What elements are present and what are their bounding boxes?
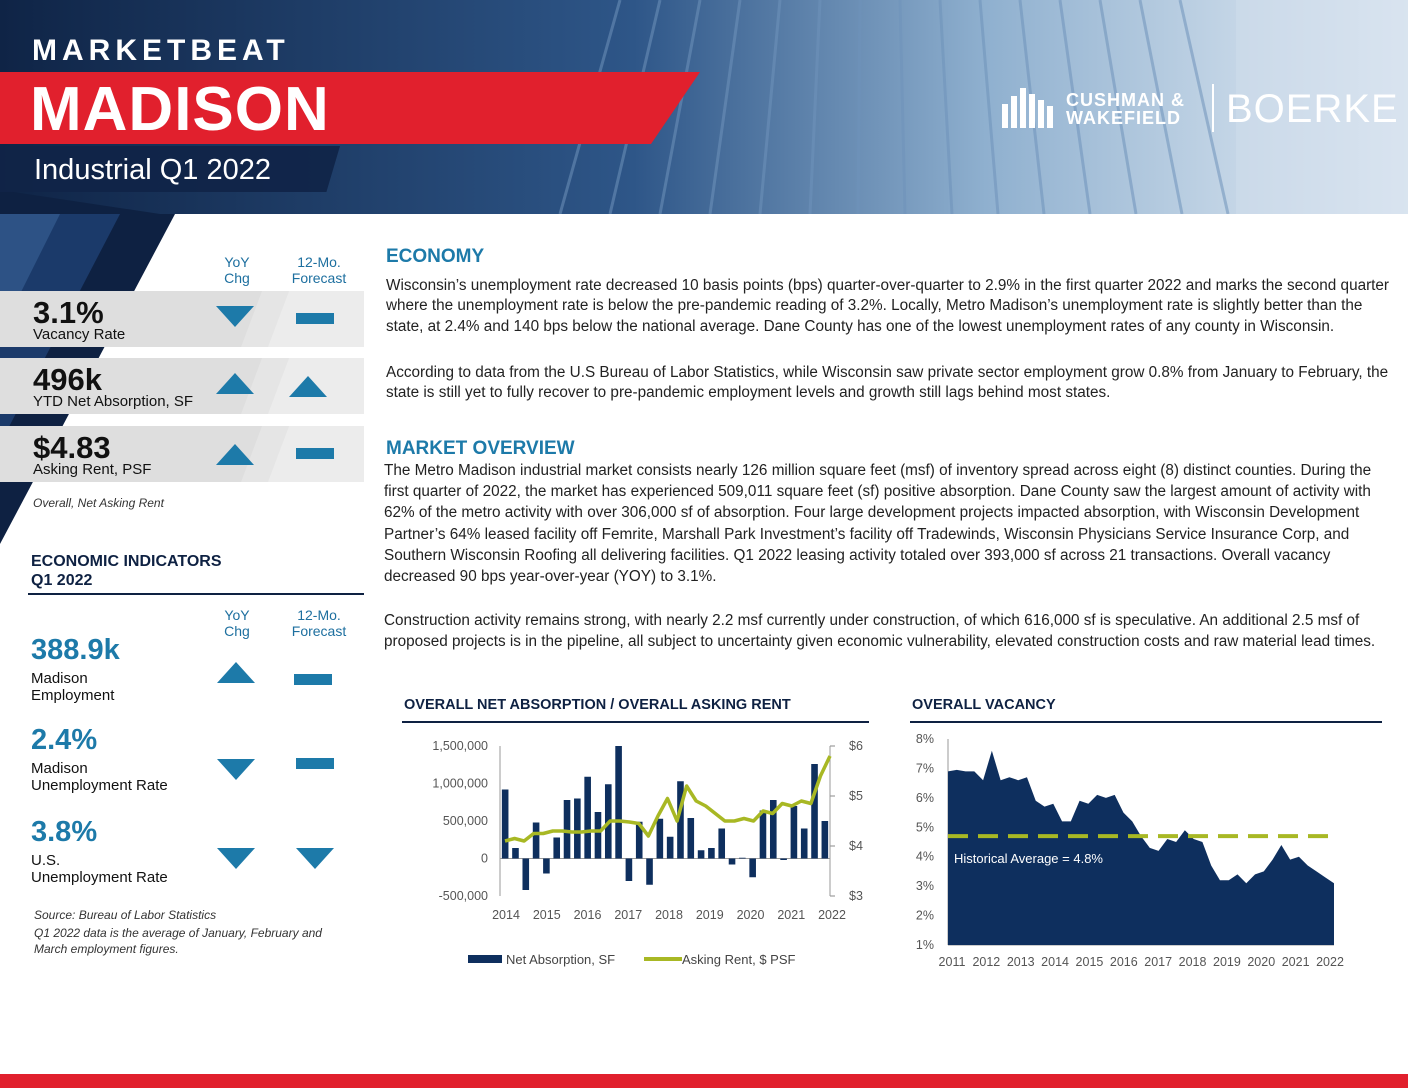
kpi-label: Asking Rent, PSF <box>33 461 152 478</box>
y-tick-label: -500,000 <box>438 889 488 903</box>
bar <box>564 800 571 859</box>
chart-vacancy-title: OVERALL VACANCY <box>912 697 1056 713</box>
y-tick-label: 2% <box>915 908 934 923</box>
trend-up-icon <box>217 662 255 683</box>
x-tick-label: 2012 <box>972 955 1001 969</box>
kpi-value: 3.1% <box>33 295 104 330</box>
page-title: MADISON <box>30 75 330 144</box>
economy-paragraph-1: Wisconsin’s unemployment rate decreased 10 basis points (bps) quarter-over-quarter to 2.9% in the first quarter 2022 and marks the second quarter where the unemployment rate is below the pre-pandemic reading of 3.2%. Locally, Metro Madison’s unemployment rate is slightly better than the state, at 2.4% and 140 bps below the national average. Dane County has one of the lowest unemployment rates of any county in Wisconsin. <box>386 277 1390 335</box>
y2-tick-label: $4 <box>849 839 863 853</box>
trend-flat-icon <box>294 674 332 685</box>
y-tick-label: 0 <box>481 851 488 866</box>
x-tick-label: 2022 <box>818 908 846 922</box>
bar <box>657 819 664 859</box>
bar <box>667 837 674 859</box>
kpi-vacancy <box>0 291 364 347</box>
legend-label-absorption: Net Absorption, SF <box>506 952 616 967</box>
chart-vacancy-rule <box>910 721 1382 723</box>
bar <box>708 848 715 859</box>
chart-absorption-title: OVERALL NET ABSORPTION / OVERALL ASKING RENT <box>404 697 791 713</box>
x-tick-label: 2015 <box>1075 955 1104 969</box>
series-line <box>505 756 830 841</box>
footer-red-bar <box>0 1074 1408 1088</box>
x-tick-label: 2014 <box>492 908 520 922</box>
market-paragraph-2: Construction activity remains strong, with nearly 2.2 msf currently under construction, of which 616,000 sf is speculative. An additional 2.5 msf of proposed projects is in the pipeline, all subject to uncertainty given economic vulnerability, elevated construction costs and raw material lead times. <box>384 612 1376 651</box>
trend-flat-icon <box>296 758 334 769</box>
bar <box>553 838 560 859</box>
kpi-value: 496k <box>33 362 102 397</box>
y2-tick-label: $3 <box>849 889 863 903</box>
y-tick-label: 1,000,000 <box>432 776 488 791</box>
kpi-note: Overall, Net Asking Rent <box>33 496 164 510</box>
chart-vacancy <box>900 726 1370 976</box>
y-tick-label: 1,500,000 <box>432 739 488 753</box>
bar <box>584 777 591 859</box>
kpi-label: Vacancy Rate <box>33 326 126 343</box>
logo-divider <box>1212 84 1214 132</box>
trend-up-icon <box>216 444 254 465</box>
bar <box>512 848 519 859</box>
x-tick-label: 2011 <box>938 955 966 969</box>
x-tick-label: 2022 <box>1316 955 1344 969</box>
bar <box>760 811 767 859</box>
logo-cushman-wakefield: CUSHMAN & WAKEFIELD <box>1066 90 1185 128</box>
kpi-label: YTD Net Absorption, SF <box>33 393 194 410</box>
bar <box>574 799 581 859</box>
x-tick-label: 2021 <box>777 908 806 922</box>
brand-line: MARKETBEAT <box>32 34 290 67</box>
bar <box>749 859 756 878</box>
y-tick-label: 4% <box>915 849 934 864</box>
bar <box>811 764 818 859</box>
vacancy-area <box>948 751 1334 945</box>
trend-down-icon <box>296 848 334 869</box>
bar <box>718 829 725 859</box>
x-tick-label: 2019 <box>695 908 724 922</box>
footnote: Q1 2022 data is the average of January, February and March employment figures. <box>34 926 322 956</box>
logo-boerke: BOERKE <box>1226 87 1399 131</box>
trend-down-icon <box>216 306 254 327</box>
bar <box>626 859 633 882</box>
trend-flat-icon <box>296 313 334 324</box>
indicators-title: ECONOMIC INDICATORS Q1 2022 <box>31 553 222 589</box>
y2-tick-label: $6 <box>849 739 863 753</box>
ei-col-forecast: 12-Mo. Forecast <box>291 607 347 639</box>
x-tick-label: 2020 <box>736 908 765 922</box>
bar <box>791 806 798 859</box>
bar <box>615 746 622 859</box>
legend-label-rent: Asking Rent, $ PSF <box>682 952 796 967</box>
bar <box>595 812 602 859</box>
x-tick-label: 2020 <box>1247 955 1276 969</box>
trend-down-icon <box>217 848 255 869</box>
x-tick-label: 2018 <box>1178 955 1207 969</box>
trend-up-icon <box>216 373 254 394</box>
x-tick-label: 2015 <box>532 908 561 922</box>
y-tick-label: 1% <box>915 938 934 952</box>
bar <box>822 821 829 859</box>
chart-absorption <box>402 726 872 976</box>
economy-paragraph-2: According to data from the U.S Bureau of Labor Statistics, while Wisconsin saw private sector employment grow 0.8% from January to February, the state is still yet to fully recover to pre-pandemic employment levels and growth still lags behind most states. <box>386 364 1389 402</box>
bar <box>739 858 746 859</box>
x-tick-label: 2016 <box>1109 955 1138 969</box>
kpi-asking-rent <box>0 426 364 482</box>
source-note: Source: Bureau of Labor Statistics <box>34 908 217 922</box>
y-tick-label: 6% <box>915 790 934 805</box>
y-tick-label: 500,000 <box>442 814 488 828</box>
indicators-divider <box>28 593 364 595</box>
bar <box>533 823 540 859</box>
building-logo-icon <box>998 84 1058 130</box>
trend-flat-icon <box>296 448 334 459</box>
x-tick-label: 2019 <box>1213 955 1241 969</box>
x-tick-label: 2013 <box>1006 955 1035 969</box>
bar <box>646 859 653 885</box>
y2-tick-label: $5 <box>849 789 863 803</box>
bar <box>543 859 550 874</box>
x-tick-label: 2021 <box>1281 955 1310 969</box>
bar <box>780 859 787 861</box>
y-tick-label: 8% <box>915 732 934 746</box>
x-tick-label: 2016 <box>573 908 602 922</box>
kpi-col-forecast: 12-Mo. Forecast <box>291 254 347 286</box>
ei-col-yoy: YoY Chg <box>224 607 250 639</box>
trend-up-icon <box>289 376 327 397</box>
x-tick-label: 2017 <box>614 908 643 922</box>
page-subtitle: Industrial Q1 2022 <box>34 154 271 186</box>
kpi-col-yoy: YoY Chg <box>224 254 250 286</box>
bar <box>801 829 808 859</box>
market-paragraph-1: The Metro Madison industrial market consists nearly 126 million square feet (msf) of inventory spread across eight (8) distinct counties. During the first quarter of 2022, the market has experienced 509,011 square feet (sf) positive absorption. Dane County saw the largest amount of activity with 62% of the metro activity with over 306,000 sf of absorption. Four large development projects impacted absorption, with Wisconsin Development Partner’s 64% leased facility off Femrite, Marshall Park Investment’s facility off Tradewinds, Wisconsin Physicians Service Insurance Corp, and Southern Wisconsin Roofing all delivering facilities. Q1 2022 leasing activity totaled over 393,000 sf across 21 transactions. Overall vacancy decreased 90 bps year-over-year (YOY) to 3.1%. <box>384 462 1372 586</box>
x-tick-label: 2017 <box>1144 955 1173 969</box>
bar <box>729 859 736 865</box>
kpi-value: $4.83 <box>33 430 111 465</box>
market-heading: MARKET OVERVIEW <box>386 438 575 459</box>
company-logo <box>998 84 1408 134</box>
bar <box>687 818 694 859</box>
x-tick-label: 2014 <box>1041 955 1069 969</box>
bar <box>698 850 705 858</box>
chart-absorption-rule <box>402 721 869 723</box>
historical-average-label: Historical Average = 4.8% <box>954 851 1103 867</box>
bar <box>522 859 529 891</box>
trend-down-icon <box>217 759 255 780</box>
x-tick-label: 2018 <box>655 908 683 922</box>
y-tick-label: 5% <box>915 820 934 835</box>
legend-swatch-rent <box>644 957 682 961</box>
legend-swatch-absorption <box>468 955 502 963</box>
y-tick-label: 3% <box>915 879 934 894</box>
bar <box>502 790 509 859</box>
kpi-absorption <box>0 358 364 414</box>
y-tick-label: 7% <box>915 761 934 776</box>
header-banner <box>0 0 1408 214</box>
economy-heading: ECONOMY <box>386 246 485 267</box>
